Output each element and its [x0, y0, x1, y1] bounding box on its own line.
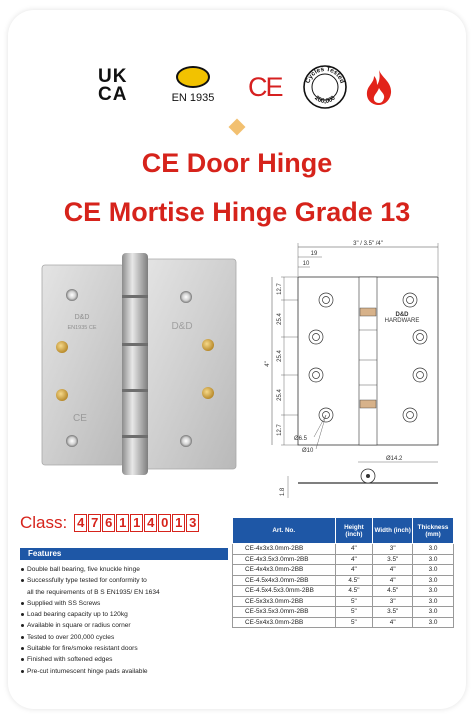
- page-title: CE Door Hinge: [141, 148, 333, 178]
- cell-art-no: CE-5x3x3.0mm-2BB: [233, 596, 336, 607]
- seg-3: 25.4: [277, 389, 283, 401]
- photo-stamp-text: EN1935 CE: [67, 325, 97, 331]
- seg-bottom: 12.7: [277, 424, 283, 436]
- table-row: [233, 565, 454, 576]
- feature-item: Suitable for fire/smoke resistant doors: [20, 643, 228, 654]
- table-row: [233, 544, 454, 555]
- table-row: [233, 575, 454, 586]
- fire-icon: [362, 68, 396, 106]
- cell-thickness: 3.0: [413, 586, 454, 597]
- cycles-tested-badge: [302, 64, 348, 110]
- class-digit: 7: [88, 514, 101, 532]
- hinge-product-photo: [40, 245, 240, 485]
- seg-1: 25.4: [277, 313, 283, 325]
- spec-header-row: [233, 518, 454, 544]
- cell-art-no: CE-5x4x3.0mm-2BB: [233, 617, 336, 628]
- class-digit: 0: [158, 514, 171, 532]
- seg-2: 25.4: [277, 350, 283, 362]
- height-dimension: 4": [265, 361, 271, 367]
- table-row: [233, 617, 454, 628]
- thickness-dimension: 1.8: [280, 487, 286, 497]
- photo-stamp-brand: D&D: [74, 314, 90, 321]
- cycles-tested-value: 200,000: [313, 94, 337, 106]
- dim-10: 10: [302, 261, 310, 267]
- seg-top: 12.7: [277, 283, 283, 295]
- svg-text:Cycles Tested: [304, 66, 345, 84]
- feature-item: Available in square or radius corner: [20, 620, 228, 631]
- ukca-line1: UK: [98, 66, 128, 87]
- cell-height: 4": [335, 565, 373, 576]
- table-row: [233, 554, 454, 565]
- cell-width: 4": [373, 565, 413, 576]
- ukca-line2: CA: [98, 84, 128, 105]
- cell-thickness: 3.0: [413, 565, 454, 576]
- cycles-tested-label: Cycles Tested: [304, 65, 346, 85]
- table-row: [233, 586, 454, 597]
- feature-item: Load bearing capacity up to 120kg: [20, 609, 228, 620]
- class-digit: 4: [74, 514, 87, 532]
- class-digit: 4: [144, 514, 157, 532]
- photo-right-brand: D&D: [171, 321, 193, 332]
- cell-width: 3.5": [373, 554, 413, 565]
- feature-item: Successfully type tested for conformity to: [20, 575, 228, 586]
- cell-height: 4.5": [335, 575, 373, 586]
- features-list: [20, 564, 228, 677]
- cell-thickness: 3.0: [413, 554, 454, 565]
- cell-width: 3": [373, 544, 413, 555]
- class-rating: [20, 512, 200, 534]
- class-digit: 3: [186, 514, 199, 532]
- features-panel: [20, 548, 228, 677]
- cell-height: 5": [335, 607, 373, 618]
- cell-height: 4": [335, 544, 373, 555]
- table-row: [233, 596, 454, 607]
- header-height: Height (inch): [335, 518, 373, 544]
- page-subtitle: CE Mortise Hinge Grade 13: [63, 197, 411, 227]
- cell-thickness: 3.0: [413, 617, 454, 628]
- class-digit: 1: [172, 514, 185, 532]
- ce-mark: CE: [248, 72, 282, 102]
- feature-item: Finished with softened edges: [20, 654, 228, 665]
- cell-thickness: 3.0: [413, 596, 454, 607]
- cell-height: 5": [335, 596, 373, 607]
- class-digit: 1: [116, 514, 129, 532]
- cell-thickness: 3.0: [413, 575, 454, 586]
- feature-item: Supplied with SS Screws: [20, 598, 228, 609]
- cell-thickness: 3.0: [413, 607, 454, 618]
- hinge-disc-icon: [176, 66, 210, 88]
- cell-art-no: CE-4.5x4.5x3.0mm-2BB: [233, 586, 336, 597]
- spec-table: [232, 517, 454, 628]
- class-digit: 1: [130, 514, 143, 532]
- cell-height: 4.5": [335, 586, 373, 597]
- cell-width: 4": [373, 617, 413, 628]
- cell-art-no: CE-4x3.5x3.0mm-2BB: [233, 554, 336, 565]
- svg-text:200,000: [313, 94, 337, 105]
- cell-art-no: CE-5x3.5x3.0mm-2BB: [233, 607, 336, 618]
- drawing-brand-sub: HARDWARE: [384, 318, 420, 324]
- cell-width: 4": [373, 575, 413, 586]
- feature-item: all the requirements of B S EN1935/ EN 1634: [27, 588, 160, 596]
- cell-art-no: CE-4.5x4x3.0mm-2BB: [233, 575, 336, 586]
- class-digit: 6: [102, 514, 115, 532]
- en-standard-label: EN 1935: [171, 92, 215, 104]
- cell-width: 4.5": [373, 586, 413, 597]
- cell-art-no: CE-4x4x3.0mm-2BB: [233, 565, 336, 576]
- class-label: Class:: [20, 513, 68, 532]
- en1935-badge: [160, 62, 226, 112]
- hole-large-label: Ø10: [302, 448, 314, 454]
- certification-icons: [80, 62, 400, 114]
- dim-19: 19: [310, 251, 318, 257]
- table-row: [233, 607, 454, 618]
- hinge-technical-drawing: [262, 240, 454, 500]
- features-heading: Features: [20, 548, 228, 560]
- feature-item: Tested to over 200,000 cycles: [20, 632, 228, 643]
- cell-height: 5": [335, 617, 373, 628]
- cell-thickness: 3.0: [413, 544, 454, 555]
- drawing-brand: D&D: [395, 312, 409, 318]
- feature-item: Pre-cut intumescent hinge pads available: [20, 666, 228, 677]
- cell-art-no: CE-4x3x3.0mm-2BB: [233, 544, 336, 555]
- header-thickness: Thickness (mm): [413, 518, 454, 544]
- feature-item: Double ball bearing, five knuckle hinge: [20, 564, 228, 575]
- cell-width: 3.5": [373, 607, 413, 618]
- hole-small-label: Ø6.5: [294, 436, 308, 442]
- header-art-no: Art. No.: [233, 518, 336, 544]
- cell-height: 4": [335, 554, 373, 565]
- cell-width: 3": [373, 596, 413, 607]
- width-dimension: 3" / 3.5" /4": [353, 241, 383, 247]
- ukca-mark: [98, 68, 138, 104]
- photo-ce-mark: CE: [73, 413, 87, 424]
- header-width: Width (inch): [373, 518, 413, 544]
- knuckle-diameter: Ø14.2: [386, 456, 403, 462]
